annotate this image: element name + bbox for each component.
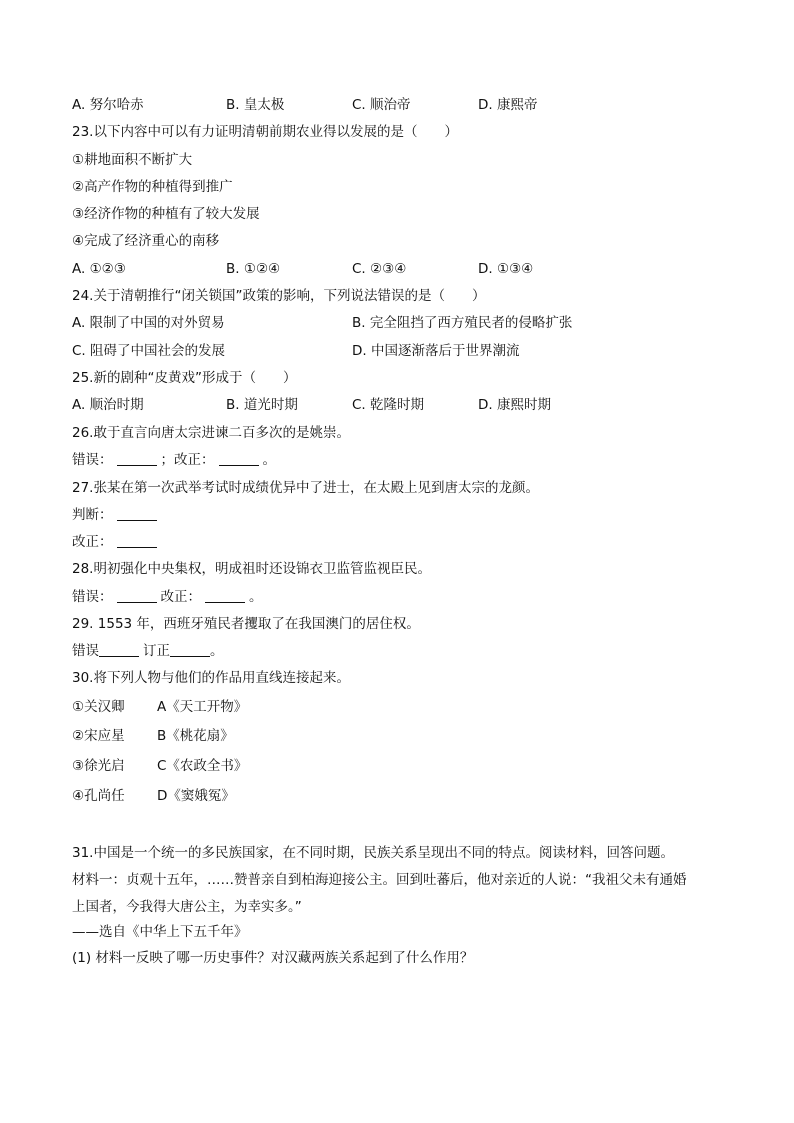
q28-error-label: 错误： xyxy=(72,589,113,605)
q29-fix-label: 订正 xyxy=(143,643,170,659)
q23-item: ②高产作物的种植得到推广 xyxy=(72,179,233,195)
q29-stem: 29. 1553 年，西班牙殖民者攫取了在我国澳门的居住权。 xyxy=(72,616,420,632)
q30-work: C《农政全书》 xyxy=(157,758,248,774)
q31-stem: 31.中国是一个统一的多民族国家，在不同时期，民族关系呈现出不同的特点。阅读材料，回答问题。 xyxy=(72,845,674,861)
q27-judge-blank[interactable] xyxy=(117,506,157,521)
q23-item: ①耕地面积不断扩大 xyxy=(72,152,193,168)
q25-option-b: B. 道光时期 xyxy=(226,397,298,413)
q23-option-d: D. ①③④ xyxy=(478,261,534,277)
q23-option-b: B. ①②④ xyxy=(226,261,281,277)
q28-error-blank[interactable] xyxy=(117,588,157,603)
q30-work: B《桃花扇》 xyxy=(157,728,234,744)
q30-person: ①关汉卿 xyxy=(72,699,125,715)
q23-item: ④完成了经济重心的南移 xyxy=(72,233,220,249)
q26-error-blank[interactable] xyxy=(117,451,157,466)
q27-judge-line xyxy=(72,506,161,524)
q23-option-c: C. ②③④ xyxy=(352,261,407,277)
q27-fix-label: 改正： xyxy=(72,534,113,550)
q26-answer-line xyxy=(72,451,276,469)
q23-item: ③经济作物的种植有了较大发展 xyxy=(72,206,260,222)
q24-stem: 24.关于清朝推行“闭关锁国”政策的影响，下列说法错误的是（ ） xyxy=(72,288,486,304)
q24-option-b: B. 完全阻挡了西方殖民者的侵略扩张 xyxy=(352,315,573,331)
q25-option-c: C. 乾隆时期 xyxy=(352,397,425,413)
q28-end-mark: 。 xyxy=(249,589,263,605)
q29-fix-blank[interactable] xyxy=(170,642,210,657)
q28-stem: 28.明初强化中央集权，明成祖时还设锦衣卫监管监视臣民。 xyxy=(72,561,431,577)
q30-person: ②宋应星 xyxy=(72,728,125,744)
q30-work: D《窦娥冤》 xyxy=(157,788,235,804)
q23-option-a: A. ①②③ xyxy=(72,261,126,277)
q26-stem: 26.敢于直言向唐太宗进谏二百多次的是姚崇。 xyxy=(72,425,350,441)
q23-stem: 23.以下内容中可以有力证明清朝前期农业得以发展的是（ ） xyxy=(72,124,458,140)
q31-source: ——选自《中华上下五千年》 xyxy=(72,924,248,940)
q26-fix-blank[interactable] xyxy=(219,451,259,466)
q22-option-a: A. 努尔哈赤 xyxy=(72,97,144,113)
q28-answer-line xyxy=(72,588,263,606)
q25-option-d: D. 康熙时期 xyxy=(478,397,551,413)
q24-option-a: A. 限制了中国的对外贸易 xyxy=(72,315,225,331)
q30-work: A《天工开物》 xyxy=(157,699,248,715)
q28-fix-blank[interactable] xyxy=(205,588,245,603)
q27-fix-blank[interactable] xyxy=(117,533,157,548)
q27-stem: 27.张某在第一次武举考试时成绩优异中了进士，在太殿上见到唐太宗的龙颜。 xyxy=(72,480,539,496)
q31-material-line: 材料一：贞观十五年，……赞普亲自到柏海迎接公主。回到吐蕃后，他对亲近的人说：“我祖父未有通婚 xyxy=(72,872,687,888)
q30-person: ④孔尚任 xyxy=(72,788,125,804)
q29-error-label: 错误 xyxy=(72,643,99,659)
q27-judge-label: 判断： xyxy=(72,507,113,523)
q29-end-mark: 。 xyxy=(210,643,224,659)
q28-fix-label: 改正： xyxy=(160,589,201,605)
q31-subquestion-1: (1) 材料一反映了哪一历史事件？对汉藏两族关系起到了什么作用？ xyxy=(72,950,474,966)
q24-option-d: D. 中国逐渐落后于世界潮流 xyxy=(352,343,520,359)
q25-stem: 25.新的剧种“皮黄戏”形成于（ ） xyxy=(72,370,297,386)
q26-end-mark: 。 xyxy=(262,452,276,468)
q31-material-line: 上国者，今我得大唐公主，为幸实多。” xyxy=(72,899,302,915)
q30-stem: 30.将下列人物与他们的作品用直线连接起来。 xyxy=(72,670,350,686)
q27-fix-line xyxy=(72,533,161,551)
q30-person: ③徐光启 xyxy=(72,758,125,774)
q22-option-b: B. 皇太极 xyxy=(226,97,285,113)
q25-option-a: A. 顺治时期 xyxy=(72,397,144,413)
q26-fix-label: ；改正： xyxy=(160,452,215,468)
q29-error-blank[interactable] xyxy=(99,642,139,657)
q22-option-c: C. 顺治帝 xyxy=(352,97,411,113)
q29-answer-line xyxy=(72,642,224,660)
q24-option-c: C. 阻碍了中国社会的发展 xyxy=(72,343,226,359)
q22-option-d: D. 康熙帝 xyxy=(478,97,538,113)
q26-error-label: 错误： xyxy=(72,452,113,468)
